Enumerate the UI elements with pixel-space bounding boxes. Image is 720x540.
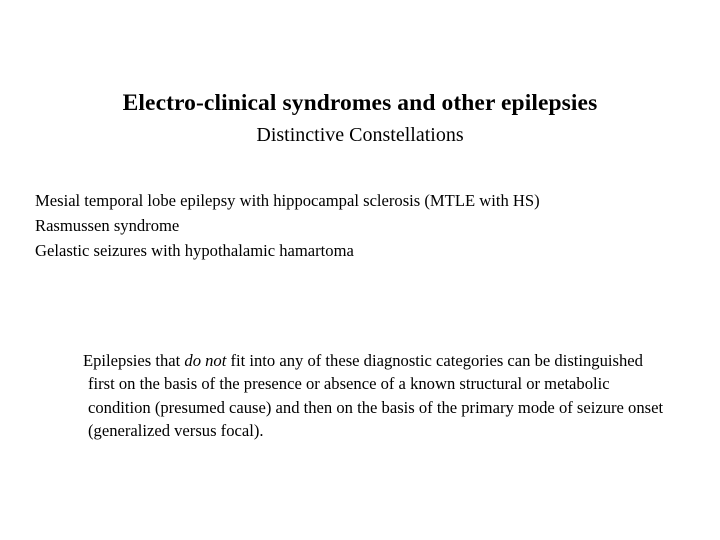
list-item: Mesial temporal lobe epilepsy with hippocampal sclerosis (MTLE with HS) <box>35 191 540 210</box>
note-rest-text: fit into any of these diagnostic categories can be distinguished first on the basis of the presence or absence of a known structural or metabolic condition (presumed cause) and then on the basis of the primary mode of seizure onset (generalized versus focal). <box>88 350 664 441</box>
constellation-list <box>35 188 675 263</box>
note-lead-text: Epilepsies that <box>83 350 185 370</box>
note-emphasis-text: do not <box>184 350 227 370</box>
list-item: Rasmussen syndrome <box>35 216 180 235</box>
page-subtitle: Distinctive Constellations <box>256 124 464 146</box>
title-block <box>0 88 720 149</box>
note-paragraph <box>83 349 670 443</box>
page-title: Electro-clinical syndromes and other epilepsies <box>122 90 598 116</box>
list-item: Gelastic seizures with hypothalamic hamartoma <box>35 241 354 260</box>
